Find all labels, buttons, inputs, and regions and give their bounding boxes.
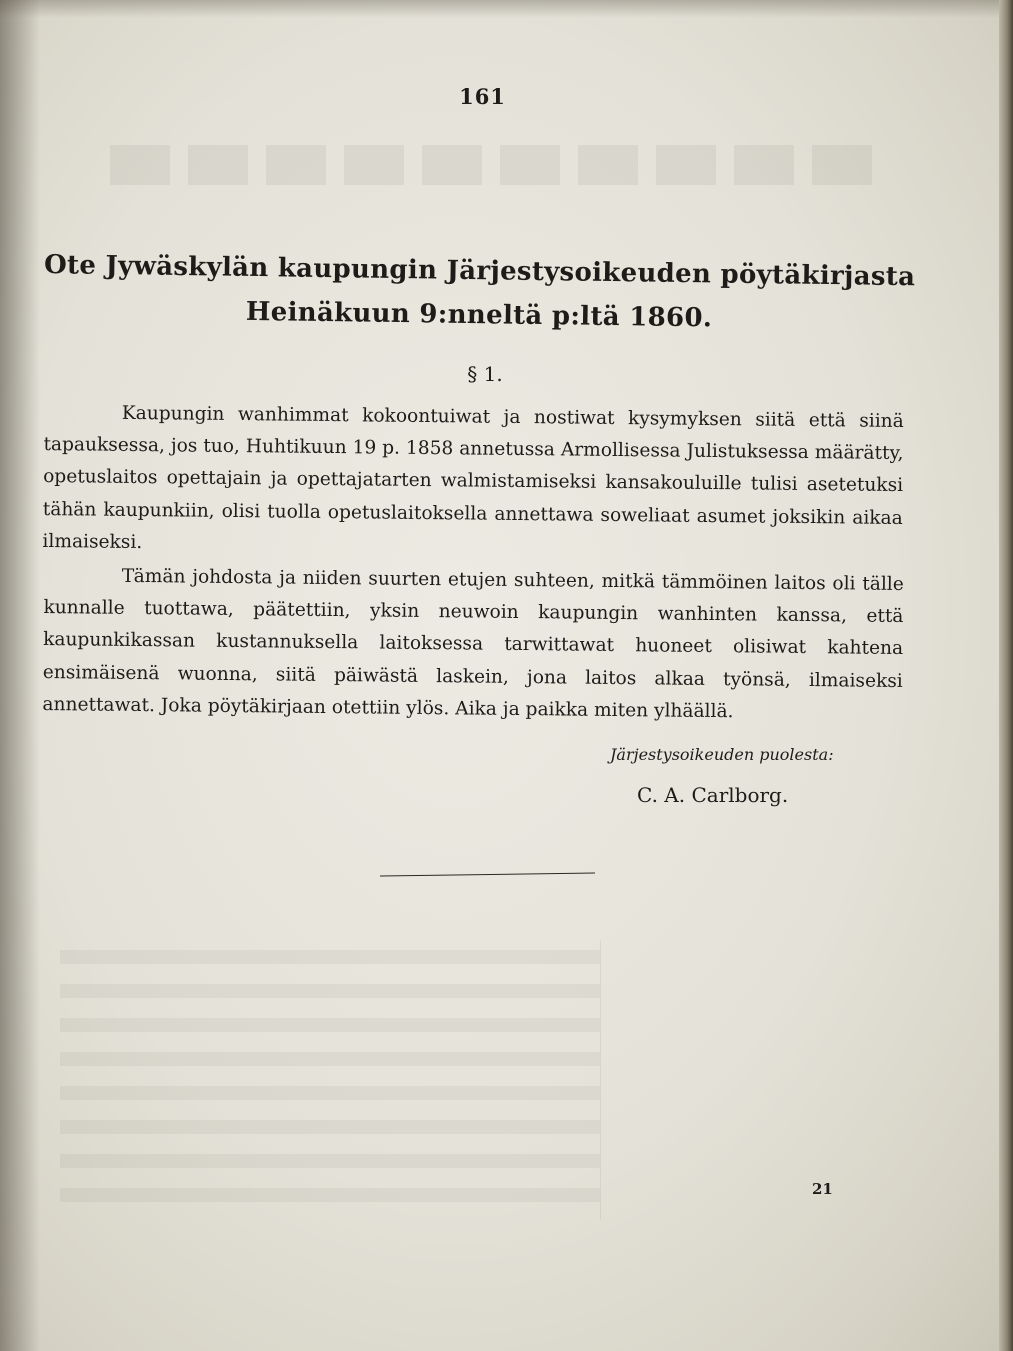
page-number: 161 [459,84,506,109]
signature-name: C. A. Carlborg. [637,783,789,807]
gutter-shadow [0,0,40,1351]
bleed-through-texture [60,950,600,1210]
signature-label: Järjestysoikeuden puolesta: [610,745,834,764]
section-number: § 1. [467,362,503,386]
bleed-through-texture [110,145,890,185]
bleed-through-texture [600,940,601,1220]
book-edge [999,0,1013,1351]
document-title [39,243,920,343]
title-line-2: Heinäkuun 9:nneltä p:ltä 1860. [245,296,713,334]
top-edge-shadow [0,0,1013,18]
signature-mark: 21 [812,1180,833,1198]
title-line-1: Ote Jywäskylän kaupungin Järjestysoikeuden pöytäkirjasta [43,250,916,293]
paragraph-1: Kaupungin wanhimmat kokoontuiwat ja nostiwat kysymyksen siitä että siinä tapauksessa, jos tuo, Huhtikuun 19 p. 1858 annetussa Armollisessa Julistuksessa määrätty, opetuslaitos opettajain ja opettajatarten walmistamiseksi kansakouluille tulisi asetetuksi tähän kaupunkiin, olisi tuolla opetuslaitoksella annettawa soweliaat asumet joksikin aikaa ilmaiseksi. [42,402,904,553]
divider-rule [380,872,595,876]
paragraph-2: Tämän johdosta ja niiden suurten etujen suhteen, mitkä tämmöinen laitos oli tälle kunnalle tuottawa, päätettiin, yksin neuwoin kaupungin wanhinten kanssa, että kaupunkikassan kustannuksella laitoksessa tarwittawat huoneet olisiwat kahtena ensimäisenä wuonna, siitä päiwästä laskein, jona laitos alkaa työnsä, ilmaiseksi annettawat. Joka pöytäkirjaan otettiin ylös. Aika ja paikka miten ylhäällä. [42,565,904,723]
